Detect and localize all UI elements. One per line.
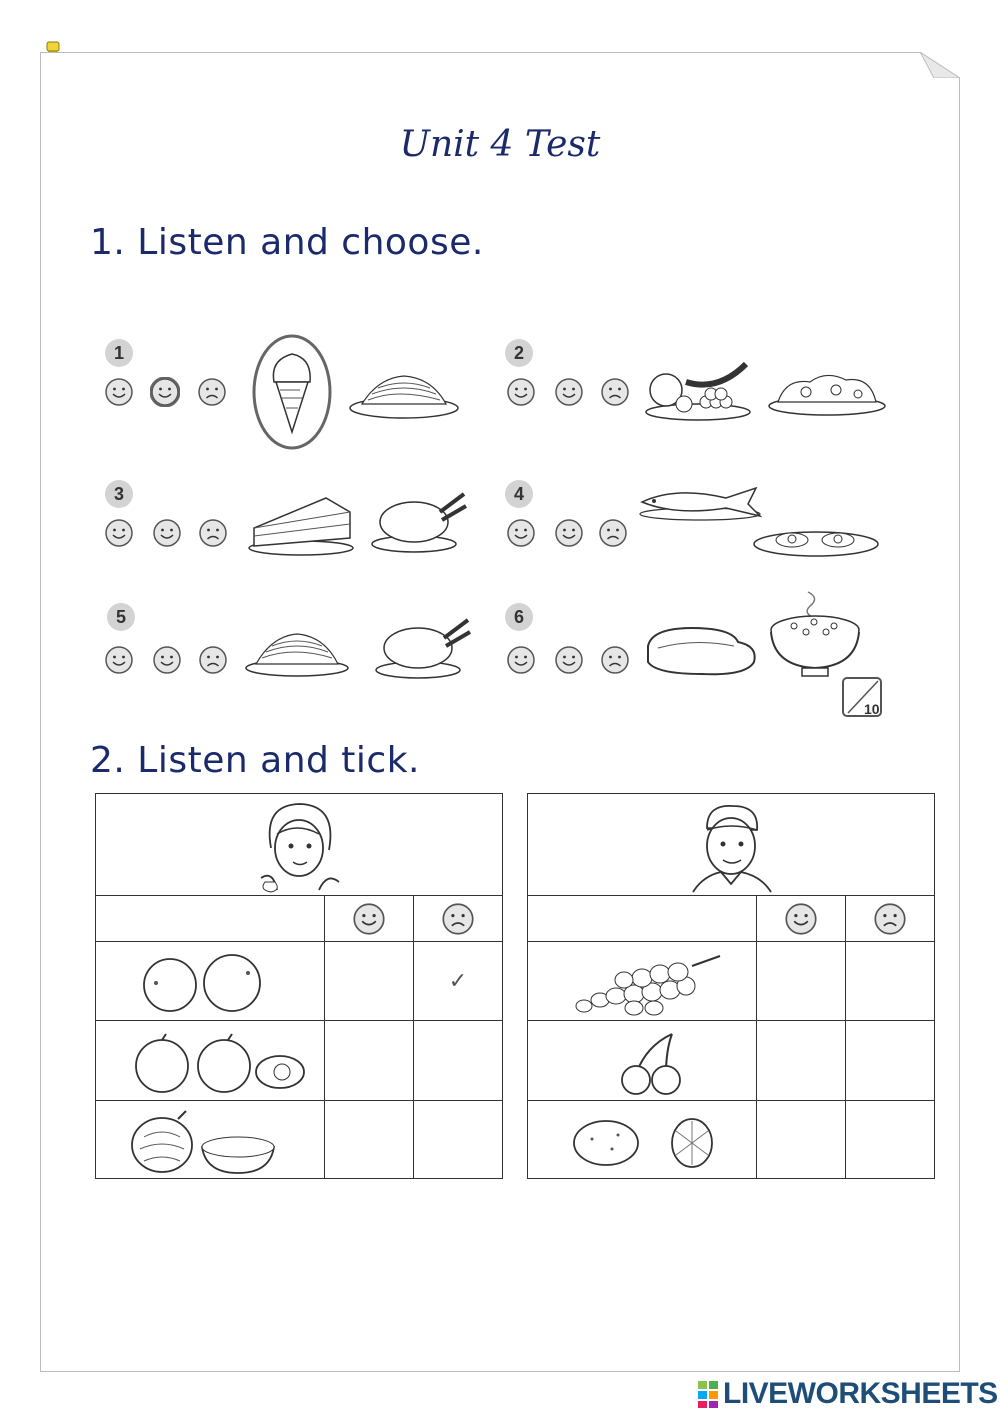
- dislike-header-cell: [414, 896, 503, 942]
- tick-mark: ✓: [448, 968, 468, 994]
- page-title: Unit 4 Test: [399, 124, 601, 165]
- like-answer-cell[interactable]: [325, 942, 414, 1021]
- neutral-face-option-selected[interactable]: [150, 377, 180, 407]
- liveworksheets-logo-icon: [697, 1379, 721, 1409]
- food-cell: [528, 1101, 757, 1179]
- salad-icon[interactable]: [766, 368, 888, 416]
- like-answer-cell[interactable]: [757, 942, 846, 1021]
- fish-icon[interactable]: [636, 486, 766, 522]
- tick-table-boy: [527, 793, 935, 1179]
- neutral-face-option[interactable]: [554, 645, 584, 675]
- food-cell: [528, 1021, 757, 1101]
- sad-face-option[interactable]: [600, 645, 630, 675]
- apples-icon: [132, 1032, 308, 1094]
- section2-heading: 2. Listen and tick.: [90, 740, 421, 781]
- roast-chicken-icon[interactable]: [374, 612, 474, 680]
- spaghetti-icon[interactable]: [244, 628, 350, 678]
- happy-face-option[interactable]: [506, 518, 536, 548]
- cake-icon[interactable]: [246, 490, 356, 556]
- header-cell: [96, 794, 503, 896]
- dislike-answer-cell[interactable]: [846, 1101, 935, 1179]
- dislike-header-cell: [846, 896, 935, 942]
- rice-bowl-icon[interactable]: [764, 586, 866, 682]
- liveworksheets-brand[interactable]: [697, 1376, 998, 1412]
- dislike-answer-cell[interactable]: [846, 1021, 935, 1101]
- steak-icon[interactable]: [642, 622, 760, 680]
- happy-face-option[interactable]: [104, 377, 134, 407]
- brand-name: LIVEWORKSHEETS: [723, 1377, 998, 1410]
- item-number: 3: [105, 480, 133, 508]
- sad-face-icon: [873, 902, 907, 936]
- header-cell: [528, 794, 935, 896]
- neutral-face-option[interactable]: [554, 518, 584, 548]
- fried-eggs-icon[interactable]: [752, 518, 880, 558]
- dislike-answer-cell[interactable]: [846, 942, 935, 1021]
- tick-table-girl: [95, 793, 503, 1179]
- happy-face-icon: [784, 902, 818, 936]
- label-cell: [96, 896, 325, 942]
- section1-heading: 1. Listen and choose.: [90, 222, 484, 263]
- sad-face-option[interactable]: [198, 518, 228, 548]
- page-fold-icon: [920, 52, 960, 78]
- happy-face-icon: [352, 902, 386, 936]
- grapes-icon: [574, 950, 724, 1016]
- dislike-answer-cell[interactable]: [414, 942, 503, 1021]
- roast-chicken-icon[interactable]: [370, 486, 470, 554]
- fruit-plate-icon[interactable]: [642, 358, 754, 422]
- happy-face-option[interactable]: [506, 645, 536, 675]
- girl-face-icon: [257, 798, 341, 894]
- food-cell: [528, 942, 757, 1021]
- like-answer-cell[interactable]: [757, 1021, 846, 1101]
- sad-face-option[interactable]: [600, 377, 630, 407]
- food-cell: [96, 1021, 325, 1101]
- dislike-answer-cell[interactable]: [414, 1021, 503, 1101]
- ice-cream-icon[interactable]: [250, 332, 334, 452]
- item-number: 5: [107, 603, 135, 631]
- like-answer-cell[interactable]: [757, 1101, 846, 1179]
- sad-face-icon: [441, 902, 475, 936]
- cherries-icon: [616, 1030, 688, 1096]
- sad-face-option[interactable]: [598, 518, 628, 548]
- happy-face-option[interactable]: [104, 518, 134, 548]
- like-answer-cell[interactable]: [325, 1101, 414, 1179]
- happy-face-option[interactable]: [104, 645, 134, 675]
- food-cell: [96, 942, 325, 1021]
- score-box: [842, 677, 882, 717]
- item-number: 6: [505, 603, 533, 631]
- sad-face-option[interactable]: [197, 377, 227, 407]
- item-number: 4: [505, 480, 533, 508]
- neutral-face-option[interactable]: [152, 518, 182, 548]
- happy-face-option[interactable]: [506, 377, 536, 407]
- neutral-face-option[interactable]: [554, 377, 584, 407]
- score-value: 10: [864, 701, 880, 717]
- item-number: 2: [505, 339, 533, 367]
- neutral-face-option[interactable]: [152, 645, 182, 675]
- like-header-cell: [757, 896, 846, 942]
- spaghetti-icon[interactable]: [348, 370, 460, 420]
- like-header-cell: [325, 896, 414, 942]
- lemons-icon: [572, 1113, 722, 1173]
- boy-face-icon: [683, 800, 779, 894]
- oranges-icon: [136, 953, 266, 1013]
- label-cell: [528, 896, 757, 942]
- dislike-answer-cell[interactable]: [414, 1101, 503, 1179]
- sad-face-option[interactable]: [198, 645, 228, 675]
- onion-and-melon-icon: [130, 1107, 280, 1175]
- item-number: 1: [105, 339, 133, 367]
- like-answer-cell[interactable]: [325, 1021, 414, 1101]
- food-cell: [96, 1101, 325, 1179]
